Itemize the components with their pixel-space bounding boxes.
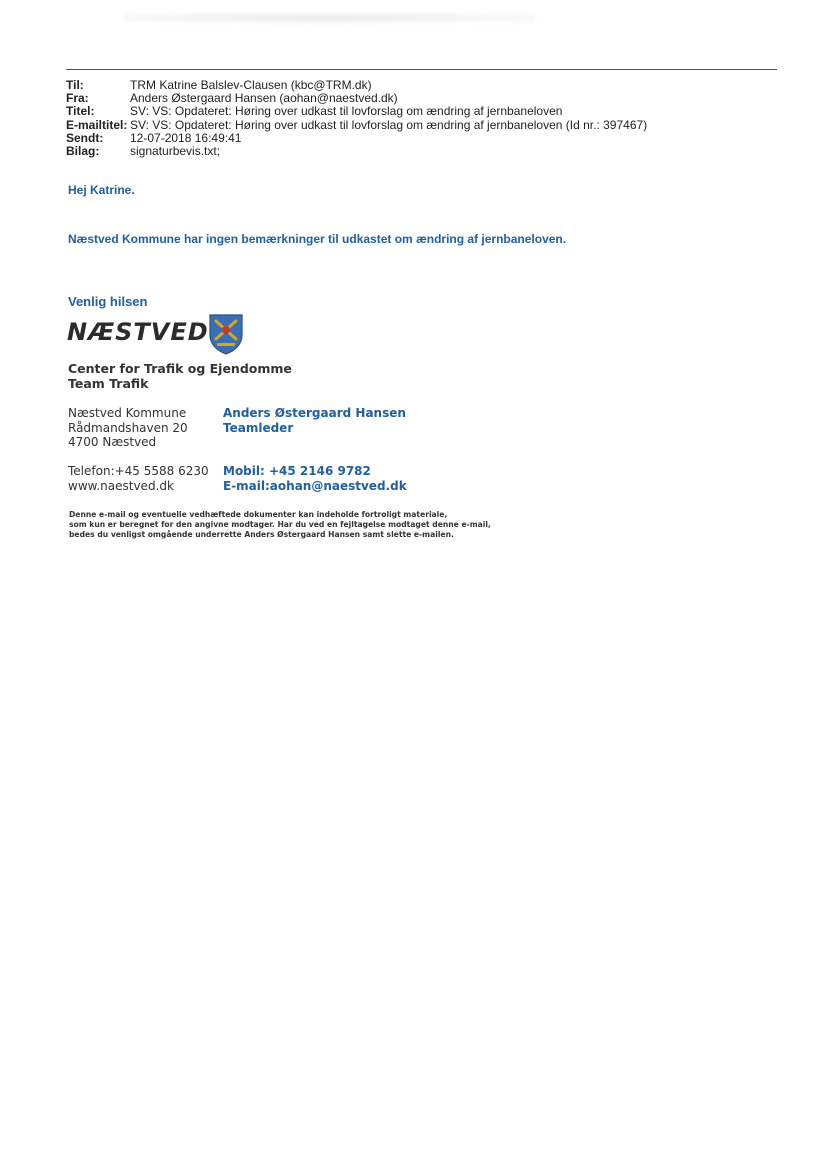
sender-role: Teamleder <box>223 420 294 435</box>
from-label: Fra: <box>66 91 89 106</box>
signature-person <box>223 406 406 435</box>
website-link[interactable]: www.naestved.dk <box>68 478 174 493</box>
street-address: Rådmandshaven 20 <box>68 420 188 435</box>
header-attachment-row <box>66 145 647 158</box>
closing: Venlig hilsen <box>68 294 148 309</box>
disclaimer-line: som kun er beregnet for den angivne modtager. Har du ved en fejltagelse modtaget denne e-mail, <box>69 520 491 529</box>
organization-name: Næstved Kommune <box>68 406 187 420</box>
title-label: Titel: <box>66 104 95 119</box>
confidentiality-disclaimer <box>69 510 491 540</box>
sender-name: Anders Østergaard Hansen <box>223 406 406 420</box>
disclaimer-line: bedes du venligst omgående underrette Anders Østergaard Hansen samt slette e-mailen. <box>69 530 454 539</box>
sent-value: 12-07-2018 16:49:41 <box>130 130 242 145</box>
signature-contact-right <box>223 464 407 493</box>
phone-number: Telefon:+45 5588 6230 <box>68 464 209 478</box>
attachment-value: signaturbevis.txt; <box>130 144 221 159</box>
header-divider <box>66 69 777 70</box>
email-link[interactable]: E-mail:aohan@naestved.dk <box>223 478 407 493</box>
email-title-value: SV: VS: Opdateret: Høring over udkast til lovforslag om ændring af jernbaneloven (Id nr.: 397467) <box>130 117 648 132</box>
header-title-row <box>66 105 647 118</box>
sent-label: Sendt: <box>66 130 104 145</box>
from-value: Anders Østergaard Hansen (aohan@naestved.dk) <box>130 91 398 106</box>
signature-department-block <box>68 362 292 391</box>
message-body: Næstved Kommune har ingen bemærkninger til udkastet om ændring af jernbaneloven. <box>68 232 567 246</box>
disclaimer-line: Denne e-mail og eventuelle vedhæftede dokumenter kan indeholde fortroligt materiale, <box>69 510 448 519</box>
to-label: Til: <box>66 78 84 92</box>
header-email-title-row <box>66 119 647 132</box>
naestved-logo: NÆSTVED <box>67 318 209 346</box>
email-title-label: E-mailtitel: <box>66 117 128 132</box>
department-name: Center for Trafik og Ejendomme <box>68 361 292 376</box>
email-header <box>66 79 647 158</box>
to-value: TRM Katrine Balslev-Clausen (kbc@TRM.dk) <box>130 78 372 92</box>
signature-address <box>68 406 188 450</box>
team-name: Team Trafik <box>68 375 149 391</box>
greeting: Hej Katrine. <box>68 183 135 197</box>
scan-artifact <box>125 14 535 22</box>
attachment-label: Bilag: <box>66 144 100 159</box>
title-value: SV: VS: Opdateret: Høring over udkast til lovforslag om ændring af jernbaneloven <box>130 104 563 119</box>
coat-of-arms-icon <box>208 313 244 355</box>
mobile-number: Mobil: +45 2146 9782 <box>223 464 371 478</box>
city-address: 4700 Næstved <box>68 435 157 449</box>
signature-contact-left <box>68 464 209 493</box>
